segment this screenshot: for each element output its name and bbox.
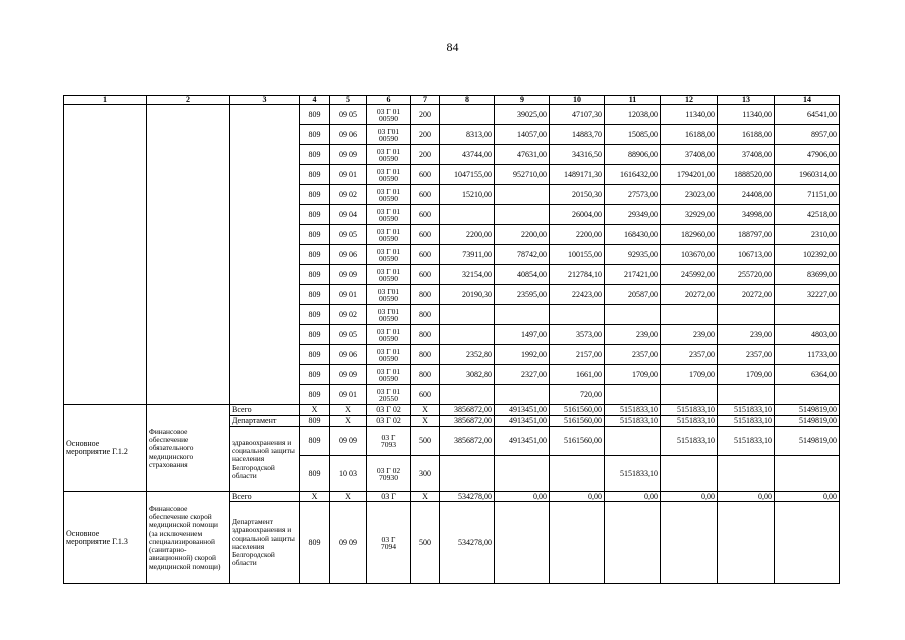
cell: 03 Г 01 00590 <box>367 325 411 345</box>
cell: 5161560,00 <box>550 405 605 416</box>
cell: 1992,00 <box>495 345 550 365</box>
cell <box>605 385 661 405</box>
cell: 03 Г 01 00590 <box>367 145 411 165</box>
blank-merged-cell <box>147 105 230 405</box>
header-row <box>64 96 840 105</box>
cell: 03 Г 01 00590 <box>367 185 411 205</box>
column-header: 11 <box>605 96 661 105</box>
cell: 11733,00 <box>775 345 840 365</box>
column-header: 5 <box>330 96 367 105</box>
cell: 09 02 <box>330 305 367 325</box>
cell: 09 02 <box>330 185 367 205</box>
cell: 800 <box>411 365 440 385</box>
cell: 3856872,00 <box>440 416 495 427</box>
cell: 4803,00 <box>775 325 840 345</box>
cell: 09 01 <box>330 165 367 185</box>
cell: 09 01 <box>330 285 367 305</box>
cell: 27573,00 <box>605 185 661 205</box>
cell: 0,00 <box>605 492 661 502</box>
table-row <box>64 105 840 125</box>
cell: 809 <box>300 456 330 492</box>
cell <box>718 456 775 492</box>
cell: 09 06 <box>330 345 367 365</box>
cell: 09 09 <box>330 502 367 584</box>
cell: 09 05 <box>330 105 367 125</box>
cell <box>775 502 840 584</box>
cell: 600 <box>411 185 440 205</box>
g13-event-name: Основное мероприятие Г.1.3 <box>64 492 147 584</box>
cell: 600 <box>411 265 440 285</box>
cell <box>440 325 495 345</box>
cell: Х <box>411 492 440 502</box>
cell: 4913451,00 <box>495 405 550 416</box>
column-header: 8 <box>440 96 495 105</box>
cell: 534278,00 <box>440 492 495 502</box>
cell <box>661 502 718 584</box>
cell: 300 <box>411 456 440 492</box>
budget-table <box>63 95 840 584</box>
cell: Всего <box>230 492 300 502</box>
cell <box>495 385 550 405</box>
cell: 37408,00 <box>718 145 775 165</box>
cell: 0,00 <box>775 492 840 502</box>
cell: 2200,00 <box>550 225 605 245</box>
cell: 88906,00 <box>605 145 661 165</box>
cell: 12038,00 <box>605 105 661 125</box>
cell: 47107,30 <box>550 105 605 125</box>
cell <box>440 105 495 125</box>
cell <box>775 456 840 492</box>
cell: 217421,00 <box>605 265 661 285</box>
column-header: 2 <box>147 96 230 105</box>
column-header: 1 <box>64 96 147 105</box>
column-header: 10 <box>550 96 605 105</box>
cell: Х <box>330 416 367 427</box>
cell: 106713,00 <box>718 245 775 265</box>
cell: 4913451,00 <box>495 416 550 427</box>
cell: 64541,00 <box>775 105 840 125</box>
cell <box>661 305 718 325</box>
cell: 83699,00 <box>775 265 840 285</box>
cell: 09 06 <box>330 245 367 265</box>
cell: 239,00 <box>718 325 775 345</box>
cell: 14883,70 <box>550 125 605 145</box>
cell: Х <box>300 492 330 502</box>
cell: 809 <box>300 105 330 125</box>
cell: Всего <box>230 405 300 416</box>
cell: 5151833,10 <box>661 405 718 416</box>
cell: 3573,00 <box>550 325 605 345</box>
cell <box>495 456 550 492</box>
cell: 2357,00 <box>605 345 661 365</box>
cell: 3856872,00 <box>440 427 495 456</box>
column-header: 4 <box>300 96 330 105</box>
cell: 100155,00 <box>550 245 605 265</box>
cell: 800 <box>411 305 440 325</box>
cell: 09 06 <box>330 125 367 145</box>
cell: 03 Г 01 00590 <box>367 225 411 245</box>
cell: 09 05 <box>330 325 367 345</box>
cell <box>440 385 495 405</box>
cell: 32154,00 <box>440 265 495 285</box>
page-number: 84 <box>446 40 459 54</box>
cell: 5151833,10 <box>605 456 661 492</box>
cell: Х <box>411 405 440 416</box>
cell: Х <box>300 405 330 416</box>
cell: 0,00 <box>718 492 775 502</box>
cell <box>605 305 661 325</box>
cell: 500 <box>411 502 440 584</box>
cell: 5151833,10 <box>718 405 775 416</box>
cell: 239,00 <box>661 325 718 345</box>
cell: 809 <box>300 416 330 427</box>
cell: 26004,00 <box>550 205 605 225</box>
cell: 188797,00 <box>718 225 775 245</box>
cell: 09 01 <box>330 385 367 405</box>
cell: 03 Г 01 00590 <box>367 345 411 365</box>
cell: 03 Г 02 <box>367 405 411 416</box>
cell <box>661 456 718 492</box>
cell: 809 <box>300 345 330 365</box>
g12-total-row <box>64 405 840 416</box>
column-header: 13 <box>718 96 775 105</box>
cell: 20150,30 <box>550 185 605 205</box>
cell: 37408,00 <box>661 145 718 165</box>
cell: 03 Г 01 00590 <box>367 245 411 265</box>
cell: 809 <box>300 285 330 305</box>
cell: 239,00 <box>605 325 661 345</box>
cell: 809 <box>300 265 330 285</box>
cell: 5151833,10 <box>718 427 775 456</box>
cell: 809 <box>300 145 330 165</box>
cell: 03 Г <box>367 492 411 502</box>
cell: 0,00 <box>495 492 550 502</box>
cell: 1888520,00 <box>718 165 775 185</box>
cell: Х <box>330 492 367 502</box>
cell: 73911,00 <box>440 245 495 265</box>
cell: 1616432,00 <box>605 165 661 185</box>
cell: 5149819,00 <box>775 416 840 427</box>
cell <box>495 502 550 584</box>
cell: 809 <box>300 325 330 345</box>
cell: 03 Г 7093 <box>367 427 411 456</box>
cell: 16188,00 <box>718 125 775 145</box>
cell: 720,00 <box>550 385 605 405</box>
cell: 0,00 <box>661 492 718 502</box>
cell: 2352,80 <box>440 345 495 365</box>
cell: 03 Г 02 <box>367 416 411 427</box>
cell: 809 <box>300 385 330 405</box>
cell: 24408,00 <box>718 185 775 205</box>
cell: 03 Г 01 00590 <box>367 205 411 225</box>
cell <box>605 502 661 584</box>
cell: 47906,00 <box>775 145 840 165</box>
g12-event-description: Финансовое обеспечение обязательного медицинского страхования <box>147 405 230 492</box>
cell <box>495 205 550 225</box>
cell: 809 <box>300 165 330 185</box>
cell: 809 <box>300 125 330 145</box>
cell: 2357,00 <box>718 345 775 365</box>
cell: 600 <box>411 225 440 245</box>
cell: 5151833,10 <box>605 416 661 427</box>
cell: 809 <box>300 205 330 225</box>
cell: 1497,00 <box>495 325 550 345</box>
cell: 809 <box>300 245 330 265</box>
cell: 47631,00 <box>495 145 550 165</box>
cell: 3856872,00 <box>440 405 495 416</box>
g13-dept-name: Департамент здравоохранения и социальной защиты населения Белгородской области <box>230 502 300 584</box>
cell <box>440 205 495 225</box>
cell: 4913451,00 <box>495 427 550 456</box>
cell: 200 <box>411 125 440 145</box>
cell: 2200,00 <box>495 225 550 245</box>
cell <box>550 456 605 492</box>
cell: 1794201,00 <box>661 165 718 185</box>
cell: 809 <box>300 305 330 325</box>
cell: 22423,00 <box>550 285 605 305</box>
g12-dept-name: здравоохранения и социальной защиты населения Белгородской области <box>230 427 300 492</box>
column-header: 7 <box>411 96 440 105</box>
cell: 39025,00 <box>495 105 550 125</box>
cell <box>718 385 775 405</box>
cell: 1047155,00 <box>440 165 495 185</box>
cell: 09 09 <box>330 427 367 456</box>
cell: 15085,00 <box>605 125 661 145</box>
cell: 500 <box>411 427 440 456</box>
cell: 5151833,10 <box>605 405 661 416</box>
cell: 952710,00 <box>495 165 550 185</box>
cell: 809 <box>300 365 330 385</box>
column-header: 12 <box>661 96 718 105</box>
cell <box>550 305 605 325</box>
column-header: 9 <box>495 96 550 105</box>
cell: 182960,00 <box>661 225 718 245</box>
cell: 8313,00 <box>440 125 495 145</box>
cell: 800 <box>411 345 440 365</box>
cell: 255720,00 <box>718 265 775 285</box>
cell: 23595,00 <box>495 285 550 305</box>
cell <box>661 385 718 405</box>
column-header: 3 <box>230 96 300 105</box>
cell: 1709,00 <box>718 365 775 385</box>
cell: 1489171,30 <box>550 165 605 185</box>
cell: 03 Г 02 70930 <box>367 456 411 492</box>
cell: 168430,00 <box>605 225 661 245</box>
cell: 20272,00 <box>661 285 718 305</box>
g13-event-description: Финансовое обеспечение скорой медицинской помощи (за исключением специализированной (санитарно-авиационной) скорой медицинской помощи) <box>147 492 230 584</box>
cell <box>775 385 840 405</box>
cell: 03 Г 01 20550 <box>367 385 411 405</box>
cell: 2157,00 <box>550 345 605 365</box>
g12-event-name: Основное мероприятие Г.1.2 <box>64 405 147 492</box>
cell: 03 Г 7094 <box>367 502 411 584</box>
cell: 8957,00 <box>775 125 840 145</box>
cell: 212784,10 <box>550 265 605 285</box>
cell: 800 <box>411 325 440 345</box>
cell: 09 05 <box>330 225 367 245</box>
cell <box>495 305 550 325</box>
cell: 2327,00 <box>495 365 550 385</box>
cell: 03 Г 01 00590 <box>367 265 411 285</box>
cell: Х <box>411 416 440 427</box>
cell: 5161560,00 <box>550 427 605 456</box>
cell: 1661,00 <box>550 365 605 385</box>
cell: 1960314,00 <box>775 165 840 185</box>
cell <box>550 502 605 584</box>
cell: 5161560,00 <box>550 416 605 427</box>
cell: 5151833,10 <box>661 427 718 456</box>
cell: 3082,80 <box>440 365 495 385</box>
cell: 102392,00 <box>775 245 840 265</box>
cell: 1709,00 <box>661 365 718 385</box>
cell <box>440 456 495 492</box>
cell <box>718 305 775 325</box>
cell: 03 Г 01 00590 <box>367 165 411 185</box>
g13-total-row <box>64 492 840 502</box>
cell: 6364,00 <box>775 365 840 385</box>
cell: 1709,00 <box>605 365 661 385</box>
cell: 03 Г01 00590 <box>367 125 411 145</box>
cell <box>718 502 775 584</box>
cell: 34998,00 <box>718 205 775 225</box>
cell: 200 <box>411 105 440 125</box>
cell: 103670,00 <box>661 245 718 265</box>
cell: 245992,00 <box>661 265 718 285</box>
cell: 42518,00 <box>775 205 840 225</box>
cell: 5149819,00 <box>775 427 840 456</box>
cell: 809 <box>300 502 330 584</box>
cell <box>775 305 840 325</box>
cell: 40854,00 <box>495 265 550 285</box>
cell: 809 <box>300 185 330 205</box>
cell: 78742,00 <box>495 245 550 265</box>
cell: 809 <box>300 427 330 456</box>
cell: 03 Г01 00590 <box>367 305 411 325</box>
cell: 34316,50 <box>550 145 605 165</box>
cell: 11340,00 <box>718 105 775 125</box>
cell: 32929,00 <box>661 205 718 225</box>
cell: 03 Г 01 00590 <box>367 365 411 385</box>
blank-merged-cell <box>64 105 147 405</box>
cell: 20272,00 <box>718 285 775 305</box>
cell: Департамент <box>230 416 300 427</box>
cell: 71151,00 <box>775 185 840 205</box>
cell: 14057,00 <box>495 125 550 145</box>
cell: 09 09 <box>330 265 367 285</box>
cell: 09 04 <box>330 205 367 225</box>
cell: 29349,00 <box>605 205 661 225</box>
cell: 0,00 <box>550 492 605 502</box>
cell: 200 <box>411 145 440 165</box>
cell: 800 <box>411 285 440 305</box>
cell: 809 <box>300 225 330 245</box>
cell: 10 03 <box>330 456 367 492</box>
cell: 534278,00 <box>440 502 495 584</box>
cell: 5151833,10 <box>718 416 775 427</box>
cell: 5151833,10 <box>661 416 718 427</box>
cell: 2200,00 <box>440 225 495 245</box>
cell: 03 Г 01 00590 <box>367 105 411 125</box>
cell: 2357,00 <box>661 345 718 365</box>
cell <box>495 185 550 205</box>
cell: 16188,00 <box>661 125 718 145</box>
cell: 23023,00 <box>661 185 718 205</box>
cell: 92935,00 <box>605 245 661 265</box>
cell: 03 Г01 00590 <box>367 285 411 305</box>
cell: 20587,00 <box>605 285 661 305</box>
cell: 11340,00 <box>661 105 718 125</box>
cell: 09 09 <box>330 145 367 165</box>
blank-merged-cell <box>230 105 300 405</box>
cell: 600 <box>411 205 440 225</box>
cell: 32227,00 <box>775 285 840 305</box>
cell <box>605 427 661 456</box>
cell: 2310,00 <box>775 225 840 245</box>
cell: 20190,30 <box>440 285 495 305</box>
cell: 43744,00 <box>440 145 495 165</box>
cell: 600 <box>411 245 440 265</box>
cell: Х <box>330 405 367 416</box>
cell: 09 09 <box>330 365 367 385</box>
cell <box>440 305 495 325</box>
cell: 15210,00 <box>440 185 495 205</box>
cell: 5149819,00 <box>775 405 840 416</box>
column-header: 6 <box>367 96 411 105</box>
cell: 600 <box>411 165 440 185</box>
column-header: 14 <box>775 96 840 105</box>
cell: 600 <box>411 385 440 405</box>
